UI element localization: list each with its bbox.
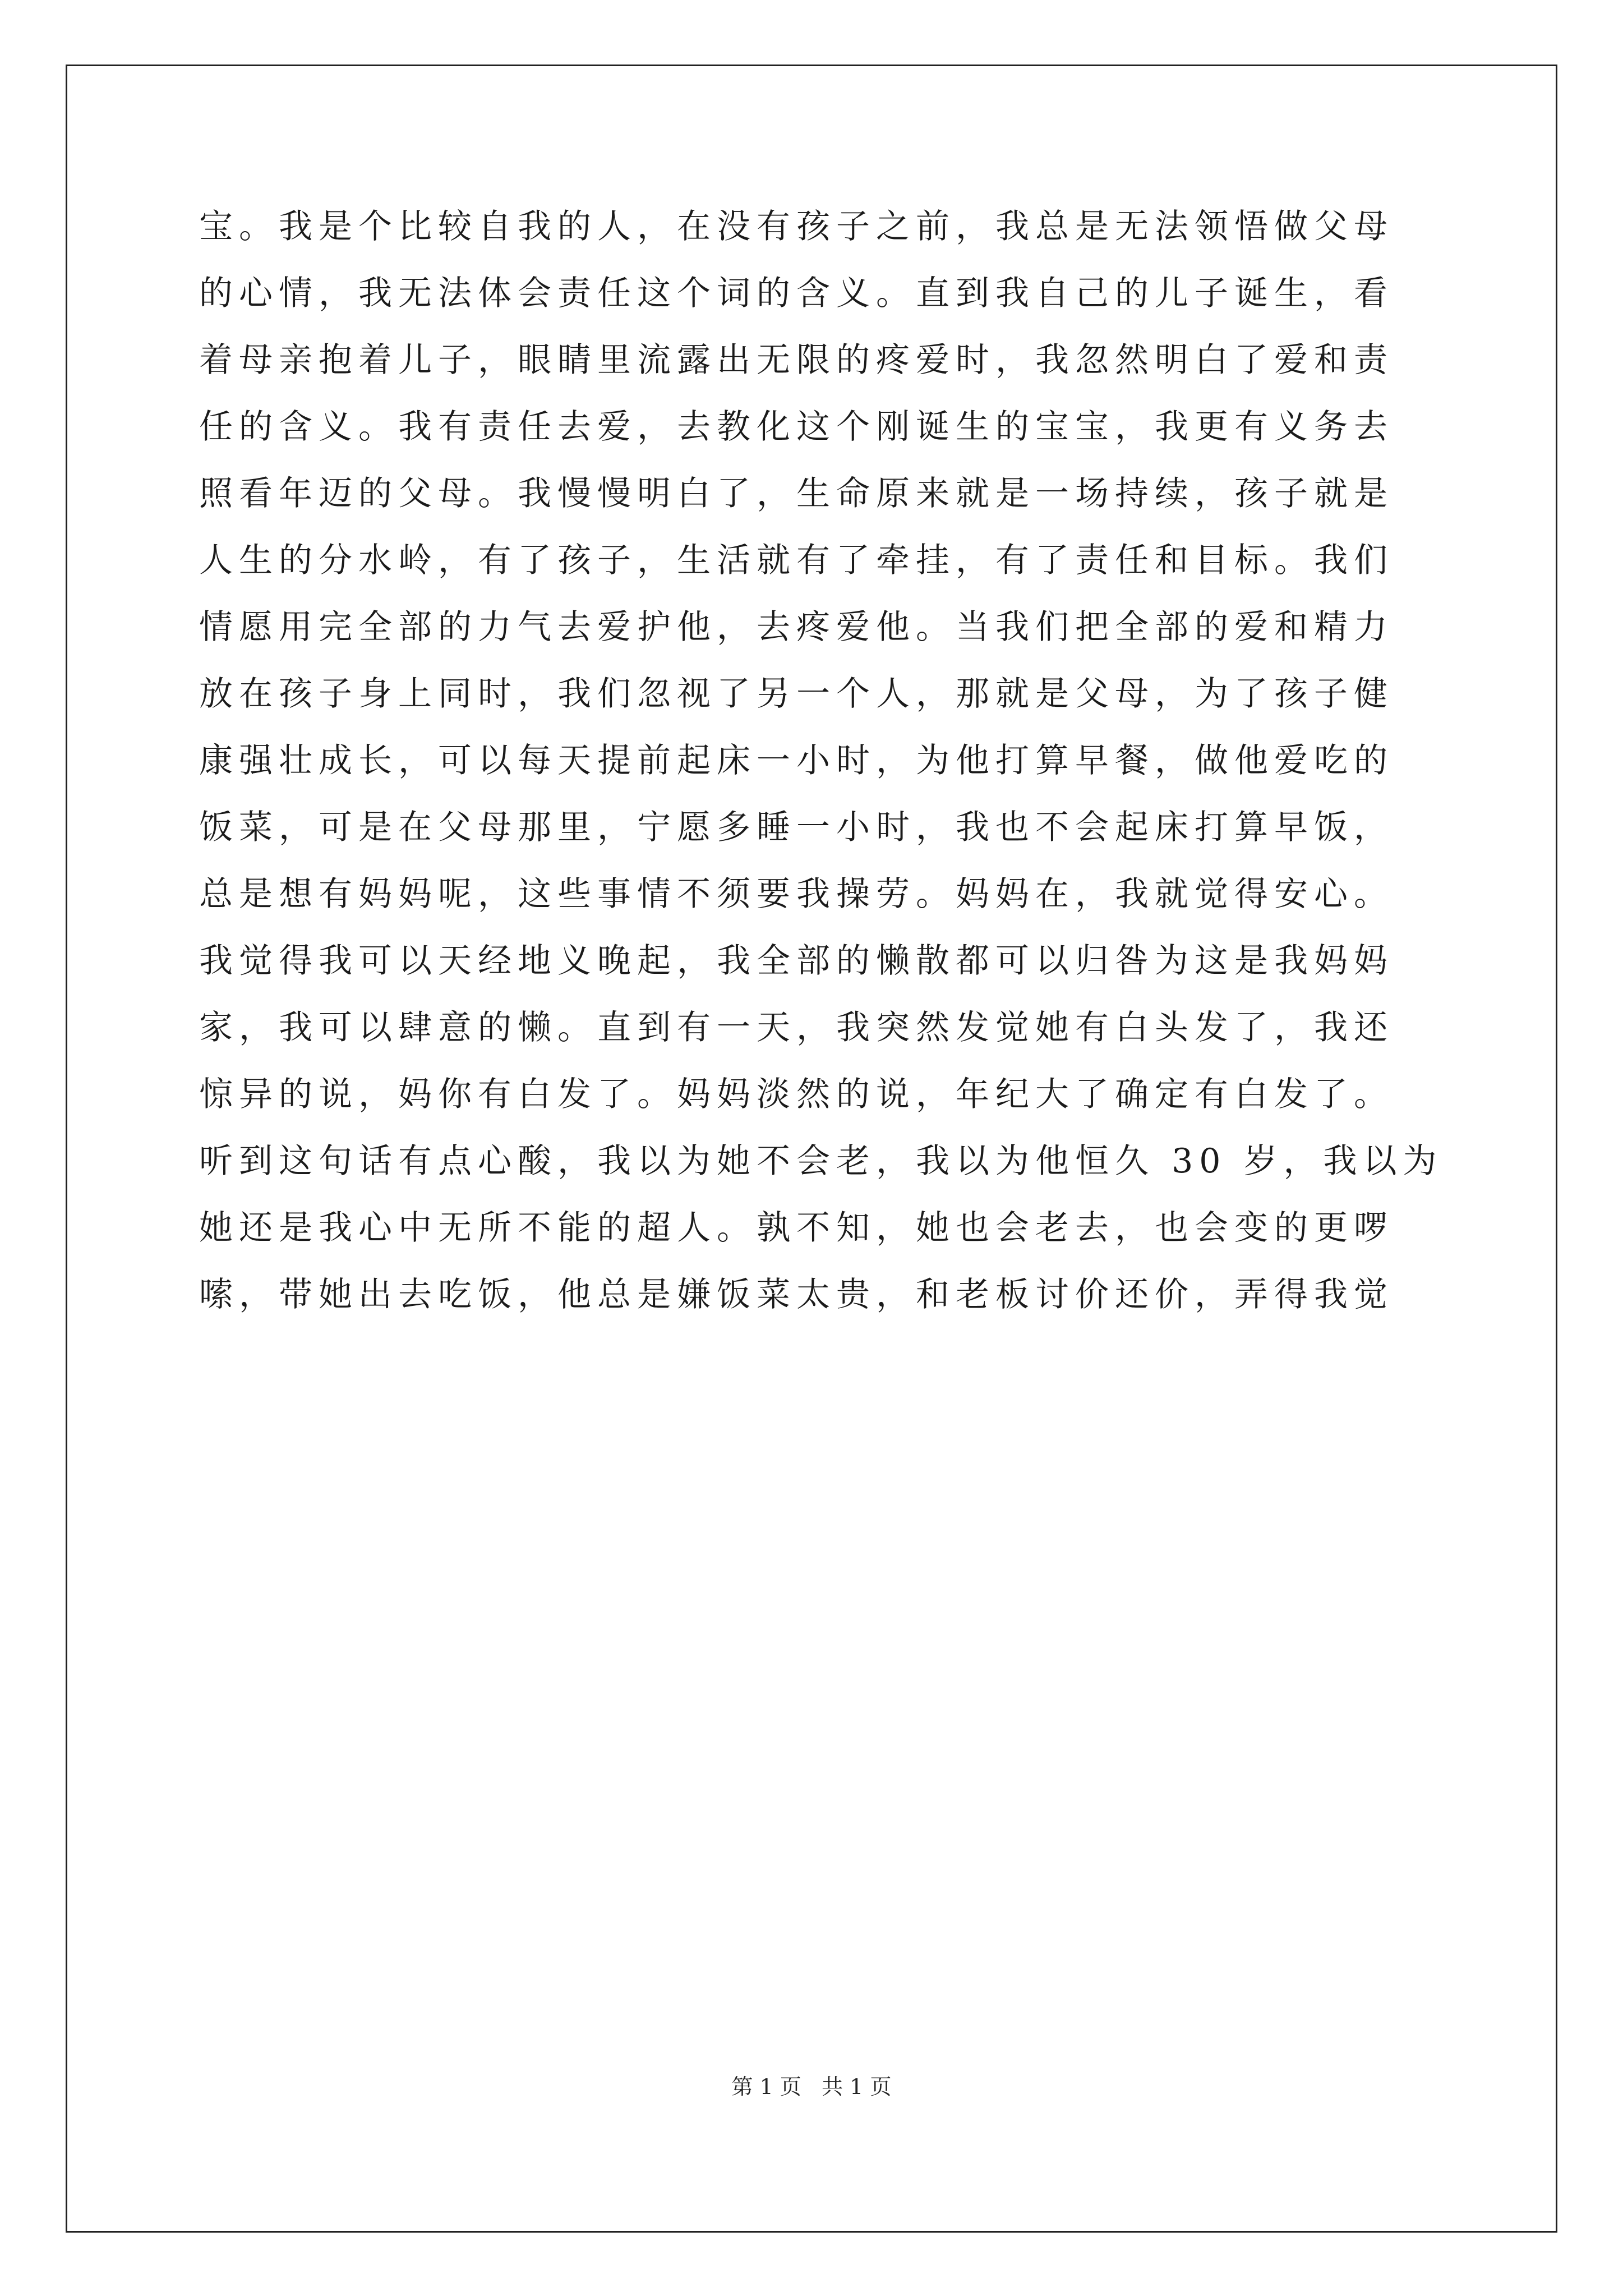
document-body	[199, 194, 1443, 1328]
text-line: 的心情，我无法体会责任这个词的含义。直到我自己的儿子诞生，看	[199, 274, 1394, 313]
text-line: 她还是我心中无所不能的超人。孰不知，她也会老去，也会变的更啰	[199, 1208, 1394, 1248]
text-line: 情愿用完全部的力气去爱护他，去疼爱他。当我们把全部的爱和精力	[199, 608, 1394, 647]
text-line: 康强壮成长，可以每天提前起床一小时，为他打算早餐，做他爱吃的	[199, 741, 1394, 780]
text-line: 人生的分水岭，有了孩子，生活就有了牵挂，有了责任和目标。我们	[199, 541, 1394, 580]
text-line: 惊异的说，妈你有白发了。妈妈淡然的说，年纪大了确定有白发了。	[199, 1075, 1394, 1114]
text-line: 嗦，带她出去吃饭，他总是嫌饭菜太贵，和老板讨价还价，弄得我觉	[199, 1275, 1394, 1314]
text-line: 宝。我是个比较自我的人，在没有孩子之前，我总是无法领悟做父母	[199, 207, 1394, 246]
text-line: 总是想有妈妈呢，这些事情不须要我操劳。妈妈在，我就觉得安心。	[199, 875, 1394, 914]
page-footer: 第 1 页 共 1 页	[731, 2074, 892, 2099]
text-line: 放在孩子身上同时，我们忽视了另一个人，那就是父母，为了孩子健	[199, 674, 1394, 714]
text-line: 饭菜，可是在父母那里，宁愿多睡一小时，我也不会起床打算早饭，	[199, 808, 1394, 847]
text-line: 听到这句话有点心酸，我以为她不会老，我以为他恒久 30 岁，我以为	[199, 1142, 1443, 1181]
text-line: 任的含义。我有责任去爱，去教化这个刚诞生的宝宝，我更有义务去	[199, 407, 1394, 447]
text-line: 照看年迈的父母。我慢慢明白了，生命原来就是一场持续，孩子就是	[199, 474, 1394, 513]
text-line: 着母亲抱着儿子，眼睛里流露出无限的疼爱时，我忽然明白了爱和责	[199, 341, 1394, 380]
text-line: 家，我可以肆意的懒。直到有一天，我突然发觉她有白头发了，我还	[199, 1008, 1394, 1047]
text-line: 我觉得我可以天经地义晚起，我全部的懒散都可以归咎为这是我妈妈	[199, 941, 1394, 981]
